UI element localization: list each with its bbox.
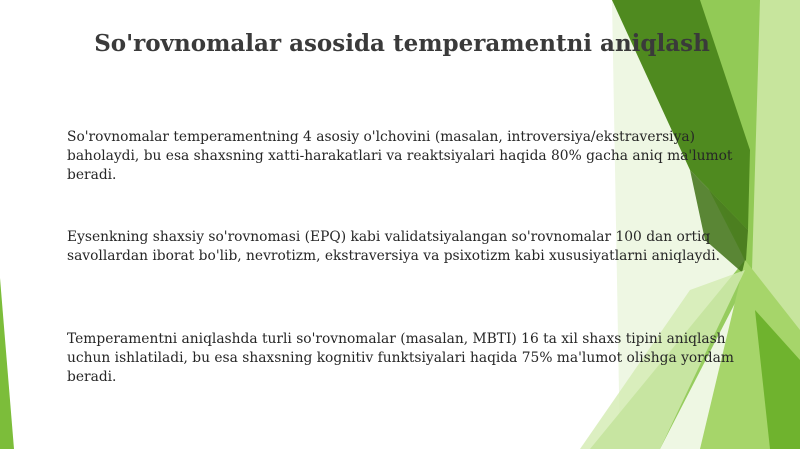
paragraph-3: Temperamentni aniqlashda turli so'rovnomalar (masalan, MBTI) 16 ta xil shaxs tipini aniqlash uchun ishlatiladi, bu esa shaxsning kognitiv funktsiyalari haqida 75% ma'lumot olishga yordam beradi.	[67, 331, 734, 385]
slide-title: So'rovnomalar asosida temperamentni aniqlash	[94, 30, 710, 57]
left-green-sliver	[0, 278, 14, 449]
paragraph-1: So'rovnomalar temperamentning 4 asosiy o'lchovini (masalan, introversiya/ekstraversiya) baholaydi, bu esa shaxsning xatti-harakatlari va reaktsiyalari haqida 80% gacha aniq ma'lumot beradi.	[67, 129, 733, 183]
paragraph-2: Eysenkning shaxsiy so'rovnomasi (EPQ) kabi validatsiyalangan so'rovnomalar 100 dan ortiq savollardan iborat bo'lib, nevrotizm, ekstraversiya va psixotizm kabi xususiyatlarni aniqlaydi.	[67, 229, 721, 264]
